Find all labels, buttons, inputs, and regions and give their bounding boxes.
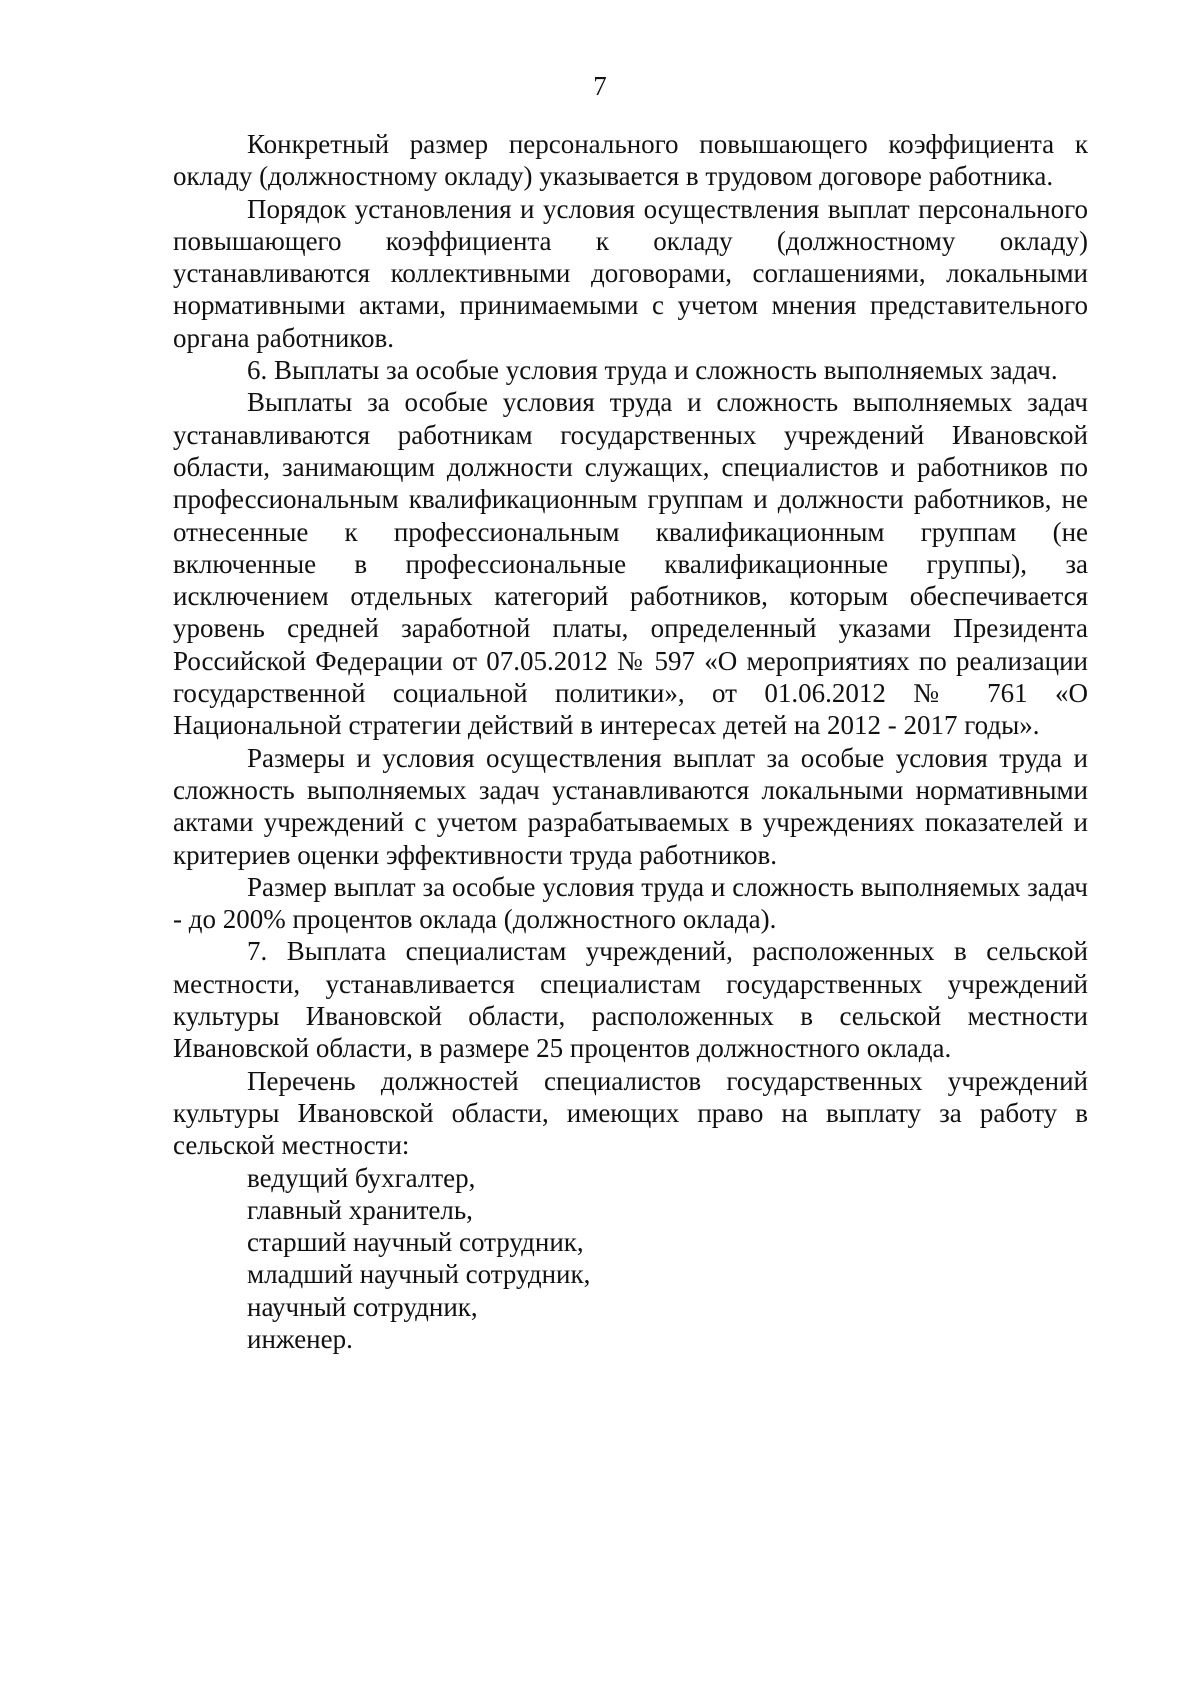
list-item: инженер. xyxy=(247,1323,353,1354)
list-item: ведущий бухгалтер, xyxy=(247,1162,476,1193)
positions-list xyxy=(173,1162,1088,1356)
paragraph-coefficient-size: Конкретный размер персонального повышающего коэффициента к окладу (должностному окладу) указывается в трудовом договоре работника. xyxy=(173,129,1088,192)
paragraph-positions-intro: Перечень должностей специалистов государственных учреждений культуры Ивановской области, имеющих право на выплату за работу в сельской местности: xyxy=(173,1065,1088,1161)
list-item: старший научный сотрудник, xyxy=(247,1227,584,1258)
document-body xyxy=(173,128,1088,1355)
paragraph-coefficient-procedure: Порядок установления и условия осуществления выплат персонального повышающего коэффициента к окладу (должностному окладу) устанавливаются коллективными договорами, соглашениями, локальными нормативными актами, принимаемыми с учетом мнения представительного органа работников. xyxy=(173,193,1088,353)
paragraph-payment-size: Размер выплат за особые условия труда и сложность выполняемых задач - до 200% процентов оклада (должностного оклада). xyxy=(173,871,1088,935)
section-6-heading: 6. Выплаты за особые условия труда и сложность выполняемых задач. xyxy=(247,355,1058,386)
paragraph-special-conditions: Выплаты за особые условия труда и сложность выполняемых задач устанавливаются работникам государственных учреждений Ивановской области, занимающим должности служащих, специалистов и работников по профессиональным квалификационным группам и должности работников, не отнесенные к профессиональным квалификационным группам (не включенные в профессиональные квалификационные группы), за исключением отдельных категорий работников, которым обеспечивается уровень средней заработной платы, определенный указами Президента Российской Федерации от 07.05.2012 № 597 «О мероприятиях по реализации государственной социальной политики», от 01.06.2012 № 761 «О Национальной стратегии действий в интересах детей на 2012 - 2017 годы». xyxy=(173,387,1088,741)
page-number: 7 xyxy=(593,71,607,101)
list-item: главный хранитель, xyxy=(247,1194,473,1225)
list-item: научный сотрудник, xyxy=(247,1291,478,1322)
section-7-rural-payment: 7. Выплата специалистам учреждений, расположенных в сельской местности, устанавливается специалистам государственных учреждений культуры Ивановской области, расположенных в сельской местности Ивановской области, в размере 25 процентов должностного оклада. xyxy=(173,936,1088,1064)
paragraph-payment-conditions: Размеры и условия осуществления выплат за особые условия труда и сложность выполняемых задач устанавливаются локальными нормативными актами учреждений с учетом разрабатываемых в учреждениях показателей и критериев оценки эффективности труда работников. xyxy=(173,742,1088,870)
list-item: младший научный сотрудник, xyxy=(247,1259,591,1290)
